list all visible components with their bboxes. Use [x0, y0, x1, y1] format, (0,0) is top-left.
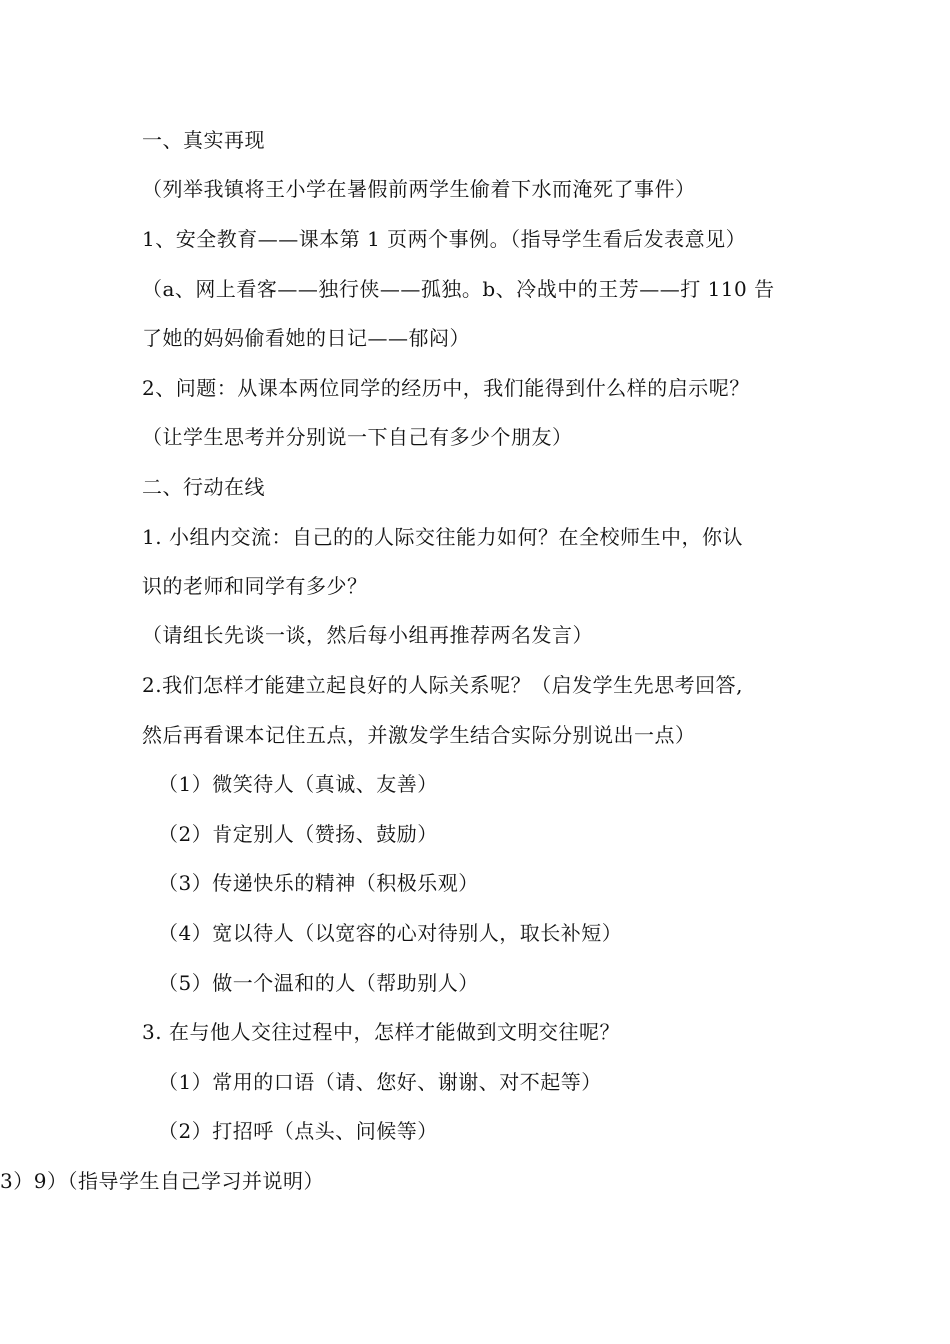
section-heading-2: 二、行动在线	[142, 475, 265, 499]
paragraph-line: （列举我镇将王小学在暑假前两学生偷着下水而淹死了事件）	[142, 177, 696, 201]
paragraph-line: 2、问题：从课本两位同学的经历中，我们能得到什么样的启示呢？	[142, 376, 750, 400]
list-item: （5）做一个温和的人（帮助别人）	[158, 971, 479, 995]
list-item: （2）打招呼（点头、问候等）	[158, 1119, 438, 1143]
section-heading-1: 一、真实再现	[142, 128, 265, 152]
list-item: （1）常用的口语（请、您好、谢谢、对不起等）	[158, 1070, 602, 1094]
list-item: （2）肯定别人（赞扬、鼓励）	[158, 822, 438, 846]
paragraph-line: （让学生思考并分别说一下自己有多少个朋友）	[142, 425, 573, 449]
paragraph-line: （a、网上看客——独行侠——孤独。b、冷战中的王芳——打 110 告	[142, 277, 775, 301]
list-item: （4）宽以待人（以宽容的心对待别人，取长补短）	[158, 921, 623, 945]
list-item: （1）微笑待人（真诚、友善）	[158, 772, 438, 796]
paragraph-line: 识的老师和同学有多少？	[142, 574, 368, 598]
list-item: （3）传递快乐的精神（积极乐观）	[158, 871, 479, 895]
paragraph-line: 了她的妈妈偷看她的日记——郁闷）	[142, 326, 470, 350]
paragraph-line: 1、安全教育——课本第 1 页两个事例。（指导学生看后发表意见）	[142, 227, 747, 251]
paragraph-line: 3）9）（指导学生自己学习并说明）	[0, 1169, 324, 1193]
paragraph-line: （请组长先谈一谈，然后每小组再推荐两名发言）	[142, 623, 593, 647]
paragraph-line: 2.我们怎样才能建立起良好的人际关系呢？（启发学生先思考回答,	[142, 673, 743, 697]
paragraph-line: 然后再看课本记住五点，并激发学生结合实际分别说出一点）	[142, 723, 696, 747]
paragraph-line: 3. 在与他人交往过程中，怎样才能做到文明交往呢？	[142, 1020, 620, 1044]
paragraph-line: 1. 小组内交流：自己的的人际交往能力如何？在全校师生中，你认	[142, 525, 743, 549]
